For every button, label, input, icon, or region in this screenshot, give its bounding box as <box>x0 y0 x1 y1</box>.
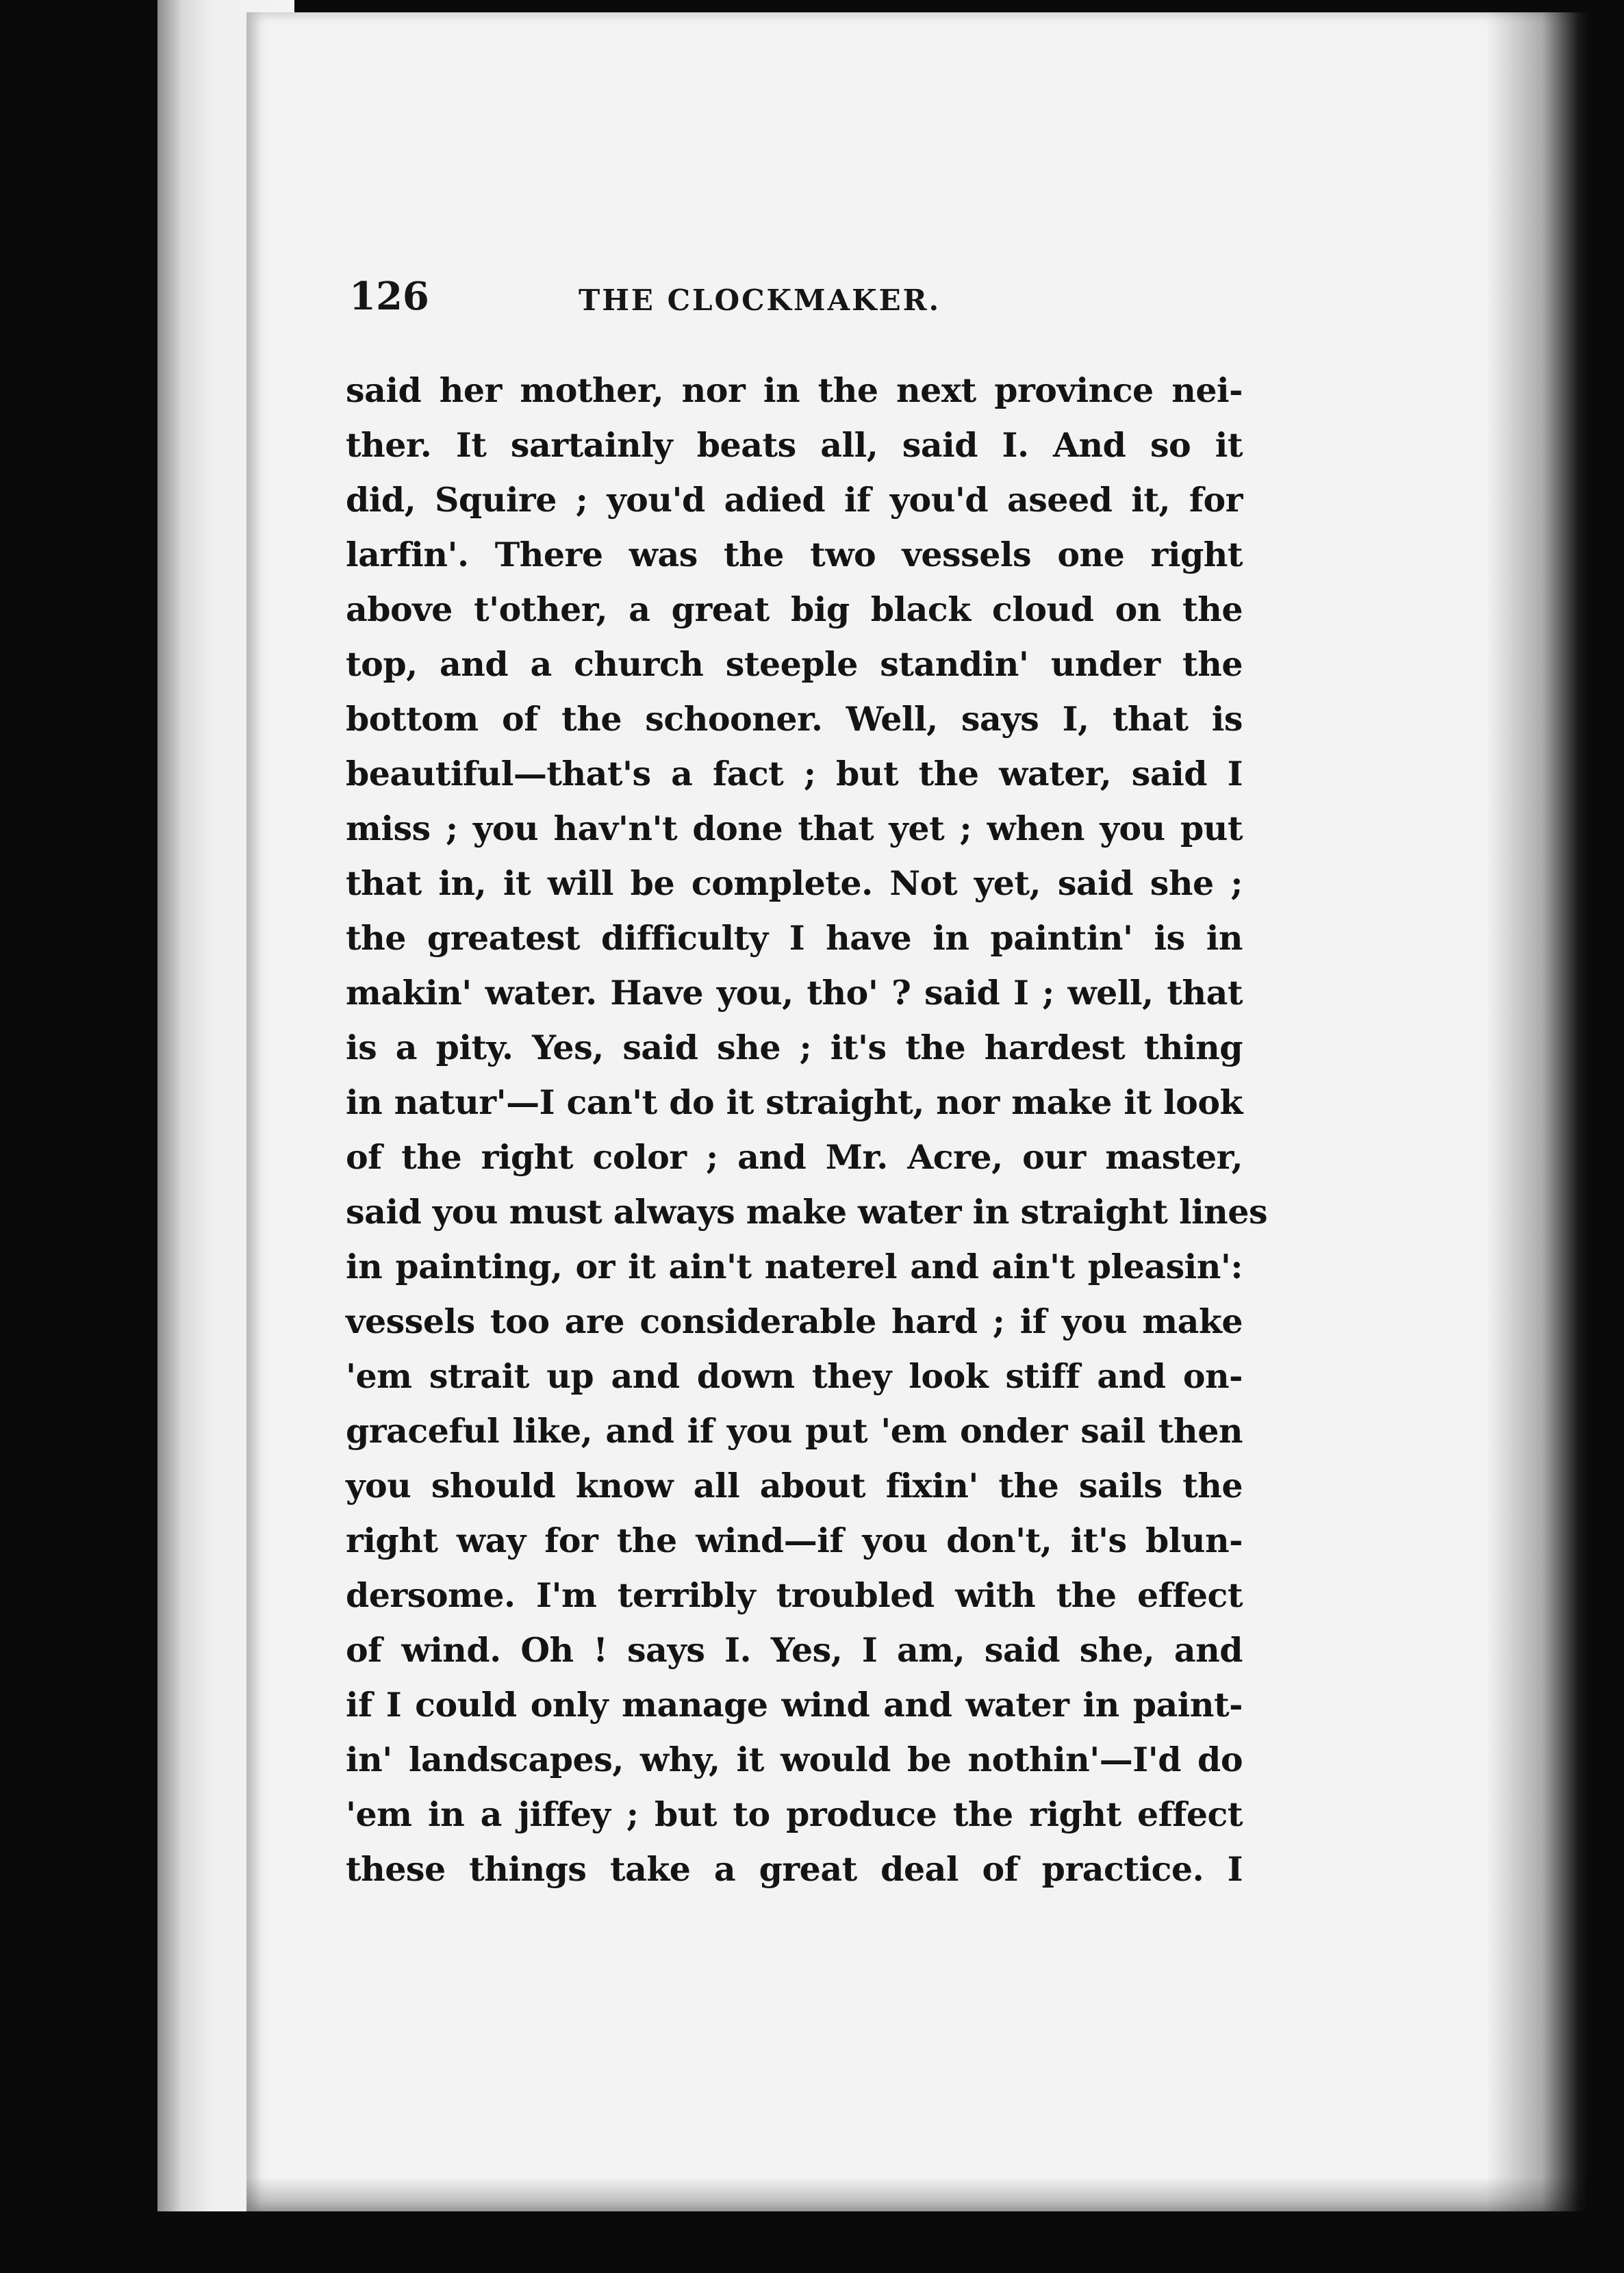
text-line: bottom of the schooner. Well, says I, that is <box>346 699 1243 739</box>
text-line: above t'other, a great big black cloud on the <box>346 589 1243 629</box>
running-head: THE CLOCKMAKER. <box>579 283 941 317</box>
text-line: right way for the wind—if you don't, it's blun- <box>346 1521 1243 1560</box>
text-line: beautiful—that's a fact ; but the water, said I <box>346 754 1243 793</box>
text-line: top, and a church steeple standin' under the <box>346 644 1243 684</box>
text-line: 'em strait up and down they look stiff and on- <box>346 1356 1243 1396</box>
text-line: ther. It sartainly beats all, said I. And so it <box>346 425 1243 465</box>
text-line: of wind. Oh ! says I. Yes, I am, said she, and <box>346 1630 1243 1670</box>
body-text <box>346 363 1268 1896</box>
text-line: if I could only manage wind and water in paint- <box>346 1685 1243 1725</box>
text-line: in natur'—I can't do it straight, nor make it look <box>346 1082 1243 1122</box>
gutter-shadow <box>1486 12 1588 2211</box>
text-line: in painting, or it ain't naterel and ain't pleasin': <box>346 1247 1243 1286</box>
page-header <box>349 274 1239 342</box>
text-line: larfin'. There was the two vessels one right <box>346 535 1243 574</box>
text-line: makin' water. Have you, tho' ? said I ; well, that <box>346 973 1243 1013</box>
text-line: 'em in a jiffey ; but to produce the right effect <box>346 1794 1243 1834</box>
text-line: these things take a great deal of practice. I <box>346 1849 1243 1889</box>
text-line: vessels too are considerable hard ; if you make <box>346 1301 1243 1341</box>
text-line: that in, it will be complete. Not yet, said she ; <box>346 863 1243 903</box>
text-line: miss ; you hav'n't done that yet ; when you put <box>346 809 1243 848</box>
text-line: graceful like, and if you put 'em onder sail then <box>346 1411 1243 1451</box>
bottom-shadow <box>246 2177 1588 2211</box>
text-line: you should know all about fixin' the sails the <box>346 1466 1243 1506</box>
text-line: said her mother, nor in the next province nei- <box>346 370 1243 410</box>
text-line: the greatest difficulty I have in paintin' is in <box>346 918 1243 958</box>
text-line: in' landscapes, why, it would be nothin'—I'd do <box>346 1740 1243 1779</box>
text-line: is a pity. Yes, said she ; it's the hardest thing <box>346 1028 1243 1067</box>
text-line: of the right color ; and Mr. Acre, our master, <box>346 1137 1243 1177</box>
text-line: dersome. I'm terribly troubled with the effect <box>346 1575 1243 1615</box>
text-line: did, Squire ; you'd adied if you'd aseed it, for <box>346 480 1243 520</box>
page-number: 126 <box>349 274 429 319</box>
text-line: said you must always make water in straight lines <box>346 1192 1268 1232</box>
